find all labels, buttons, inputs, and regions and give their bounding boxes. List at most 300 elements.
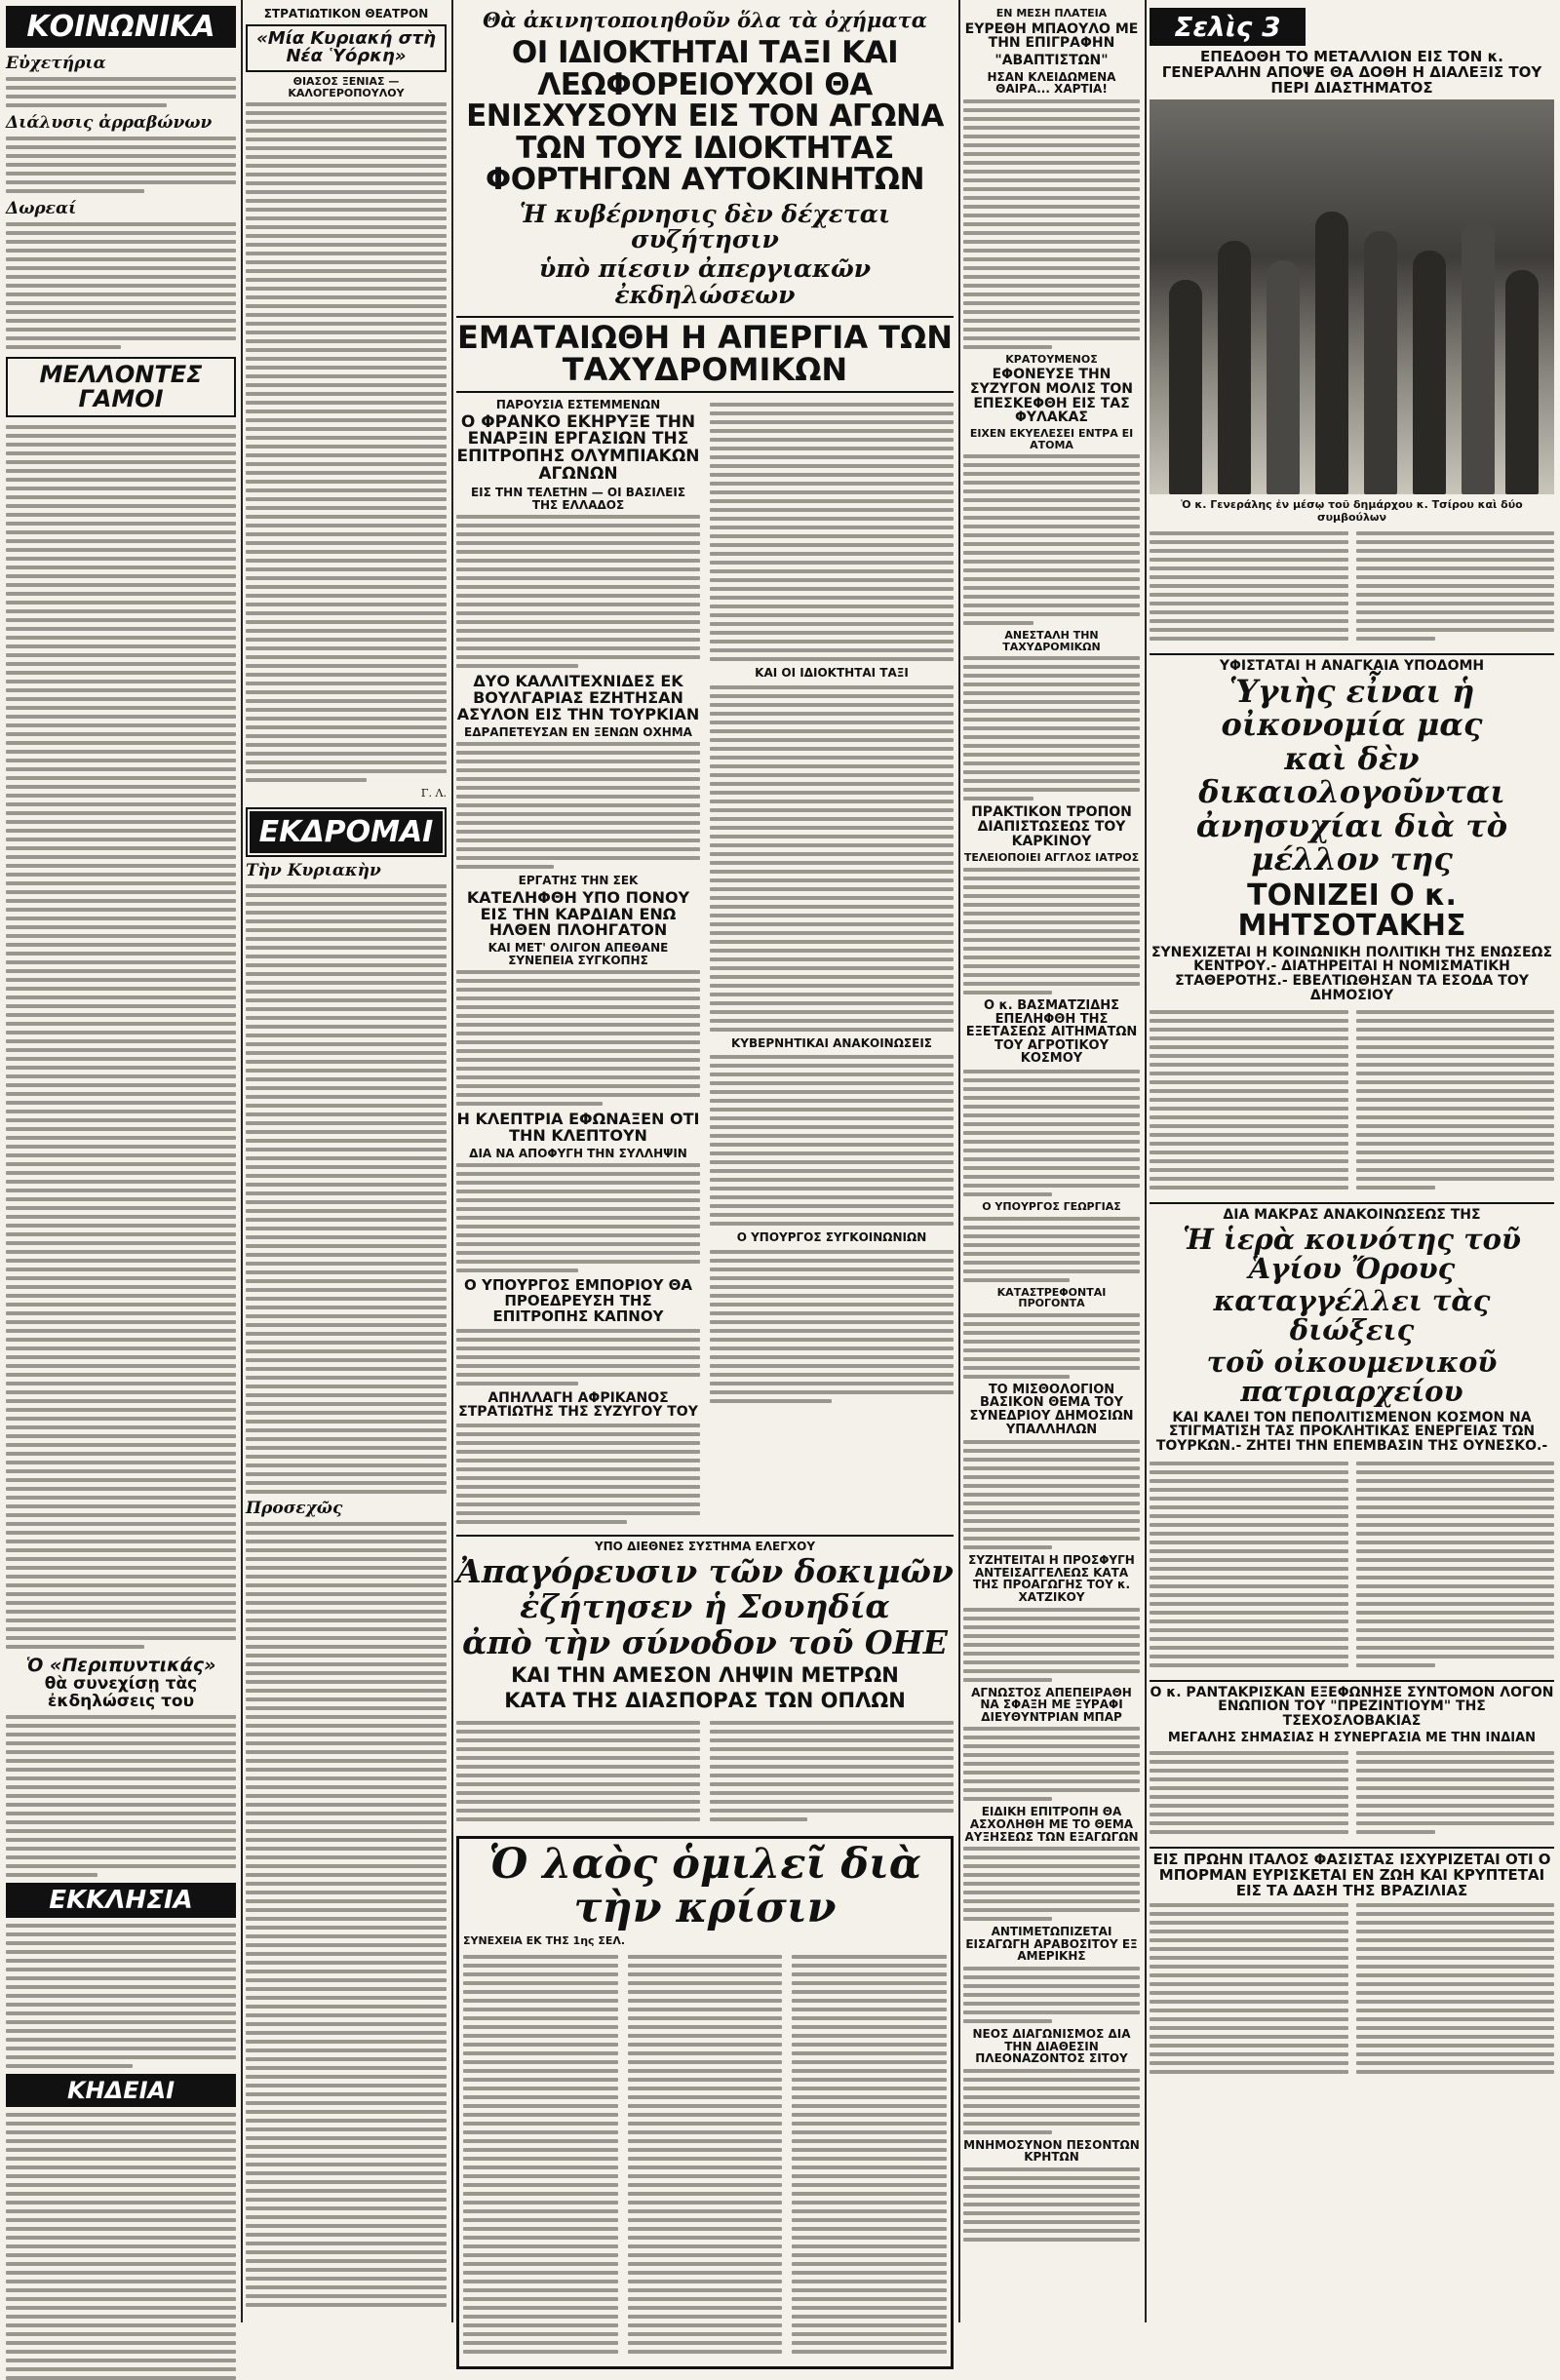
body-text-line [1356,1514,1555,1518]
article-headline: ΚΑΤΕΛΗΦΘΗ ΥΠΟ ΠΟΝΟΥ ΕΙΣ ΤΗΝ ΚΑΡΔΙΑΝ ΕΝΩ ΗΛΘΕΝ ΠΛΟΗΓΑΤΟΝ [466,887,690,940]
body-text-line [456,1373,700,1377]
body-text-line [6,960,236,964]
body-text-line [6,137,236,140]
body-text-line [246,1680,447,1684]
body-text-line [463,2183,618,2187]
body-text-line [963,1660,1140,1664]
body-text-line [963,2176,1140,2180]
body-text-line [963,257,1140,261]
body-text-line [456,1502,700,1506]
perintixakos-subtitle: θὰ συνεχίσῃ τὰς ἐκδηλώσεις του [44,1674,198,1712]
body-text-line [710,1055,954,1059]
body-text-line [246,1583,447,1587]
body-text-line [456,1172,700,1176]
body-text-line [6,1592,236,1596]
body-text-line [6,1932,236,1936]
body-text-line [6,2218,236,2222]
body-text-line [246,2110,447,2114]
body-text-line [710,1276,954,1280]
body-text-line [6,1364,236,1368]
body-text-line [628,2060,783,2064]
body-text-line [963,507,1140,511]
body-text-line [963,266,1140,270]
body-text-line [710,552,954,556]
article-headline: Ο ΦΡΑΝΚΟ ΕΚΗΡΥΞΕ ΤΗΝ ΕΝΑΡΞΙΝ ΕΡΓΑΣΙΩΝ ΤΗΣ ΕΠΙΤΡΟΠΗΣ ΟΛΥΜΠΙΑΚΩΝ ΑΓΩΝΩΝ [456,411,700,485]
body-text-line [246,190,447,194]
body-text-line [1150,2017,1348,2021]
body-text-line [710,1116,954,1120]
body-text-line [963,231,1140,235]
body-text-line [6,180,236,184]
body-text-line [963,1643,1140,1647]
body-text-line [6,2165,236,2169]
ekklisia-banner: ΕΚΚΛΗΣΙΑ [6,1883,236,1918]
body-text-line [963,1252,1140,1256]
body-text-line [1150,1611,1348,1615]
body-text-line [792,2174,947,2178]
body-text-line [963,1278,1070,1282]
body-text-line [1150,1488,1348,1492]
body-text-line [246,1411,447,1415]
body-text-line [6,1724,236,1728]
ceremony-photo [1150,99,1554,494]
body-text-line [710,1774,954,1777]
body-text-line [456,760,700,763]
column-theatre-excursions [246,0,447,2322]
body-text-line [246,462,447,466]
body-text-line [792,2262,947,2266]
body-text-line [246,1060,447,1064]
article-subhead: ΚΑΙ ΜΕΤ' ΟΛΙΓΟΝ ΑΠΕΘΑΝΕ ΣΥΝΕΠΕΙΑ ΣΥΓΚΟΠΗΣ [488,941,669,967]
body-text-line [246,1428,447,1432]
body-text-line [463,2209,618,2213]
body-text-line [246,1306,447,1309]
column-rule [958,0,960,2322]
body-text-line [1356,1965,1555,1969]
body-text-line [246,690,447,694]
body-text-line [246,1662,447,1666]
body-text-line [246,524,447,527]
body-text-line [6,864,236,868]
body-text-line [628,2297,783,2301]
sweden-subhead: ΚΑΙ ΤΗΝ ΑΜΕΣΟΝ ΛΗΨΙΝ ΜΕΤΡΩΝ [511,1662,899,1687]
body-text-line [963,99,1140,103]
body-text-line [710,1134,954,1138]
body-text-line [710,1303,954,1307]
body-text-line [963,2203,1140,2206]
body-text-line [1150,1124,1348,1128]
body-text-line [628,2008,783,2011]
body-text-line [792,2165,947,2169]
body-text-line [246,348,447,352]
body-text-line [6,1294,236,1298]
body-text-line [1356,1619,1555,1623]
body-text-line [1356,1584,1555,1588]
body-text-line [710,429,954,433]
body-text-line [1356,1151,1555,1154]
body-text-line [246,1970,447,1973]
body-text-line [1356,1769,1555,1773]
body-text-line [1150,1470,1348,1474]
body-text-line [463,2244,618,2248]
body-text-line [246,1077,447,1081]
body-text-line [246,1926,447,1930]
body-text-line [963,170,1140,174]
body-text-line [1150,1628,1348,1632]
body-text-line [463,2025,618,2029]
body-text-line [792,2227,947,2231]
body-text-line [246,1156,447,1160]
body-text-line [628,2034,783,2038]
body-text-line [710,747,954,751]
body-text-line [456,1032,700,1035]
body-text-line [456,1765,700,1769]
column-rule [1145,0,1147,2322]
body-text-line [1150,566,1348,570]
body-text-line [628,1999,783,2003]
body-text-line [6,2055,236,2059]
body-text-line [246,1540,447,1543]
article-headline: ΔΥΟ ΚΑΛΛΙΤΕΧΝΙΔΕΣ ΕΚ ΒΟΥΛΓΑΡΙΑΣ ΕΖΗΤΗΣΑΝ ΑΣΥΛΟΝ ΕΙΣ ΤΗΝ ΤΟΥΡΚΙΑΝ [456,672,700,723]
body-text-line [1356,1186,1435,1190]
body-text-line [456,1364,700,1368]
body-text-line [963,2069,1140,2073]
body-text-line [456,996,700,1000]
body-text-line [1150,602,1348,605]
body-text-line [6,1610,236,1614]
body-text-line [246,725,447,729]
body-text-line [1356,1159,1555,1163]
body-text-line [6,328,236,332]
body-text-line [456,751,700,755]
body-text-line [246,1776,447,1780]
body-text-line [6,2367,236,2371]
body-text-line [963,1753,1140,1757]
body-text-line [246,1332,447,1336]
body-text-line [1356,1760,1555,1764]
body-text-line [456,1721,700,1725]
body-text-line [246,655,447,659]
body-text-line [963,1762,1140,1766]
body-text-line [792,2288,947,2292]
body-text-line [1150,1505,1348,1509]
body-text-line [792,2148,947,2152]
body-text-line [463,2051,618,2055]
body-text-line [6,478,236,482]
body-text-line [6,1022,236,1026]
body-text-line [628,2078,783,2082]
body-text-line [456,1040,700,1044]
laos-continuation: ΣΥΝΕΧΕΙΑ ΕΚ ΤΗΣ 1ης ΣΕΛ. [463,1933,626,1947]
body-text-line [6,2139,236,2143]
body-text-line [6,2244,236,2248]
body-text-line [1150,1054,1348,1058]
article-kicker: ΚΥΒΕΡΝΗΤΙΚΑΙ ΑΝΑΚΟΙΝΩΣΕΙΣ [731,1035,932,1050]
body-text-line [456,532,700,536]
body-text-line [246,497,447,501]
body-text-line [710,1329,954,1333]
body-text-line [963,542,1140,546]
body-text-line [456,1084,700,1088]
body-text-line [710,1800,954,1804]
body-text-line [246,1627,447,1631]
body-text-line [963,735,1140,739]
body-text-line [246,1987,447,1991]
body-text-line [246,2031,447,2035]
body-text-line [1150,1532,1348,1536]
body-text-line [456,1233,700,1237]
body-text-line [792,2069,947,2073]
body-text-line [628,2201,783,2204]
body-text-line [246,532,447,536]
body-text-line [963,1458,1140,1462]
body-text-line [963,1149,1140,1152]
body-text-line [963,691,1140,695]
body-text-line [963,770,1140,774]
body-text-line [246,1548,447,1552]
body-text-line [246,1279,447,1283]
body-text-line [6,2288,236,2292]
body-text-line [246,1385,447,1388]
body-text-line [710,1028,954,1032]
body-text-line [246,734,447,738]
body-text-line [246,488,447,492]
body-text-line [6,1820,236,1824]
body-text-line [963,2167,1140,2171]
body-text-line [963,1234,1140,1238]
body-text-line [246,919,447,923]
body-text-line [456,1782,700,1786]
body-text-line [6,1504,236,1508]
body-text-line [1356,1497,1555,1501]
body-text-line [6,881,236,885]
body-text-line [6,1959,236,1963]
body-text-line [6,1241,236,1245]
body-text-line [6,2297,236,2301]
body-text-line [963,1967,1140,1970]
body-text-line [6,1162,236,1166]
body-text-line [1356,1921,1555,1925]
body-text-line [6,644,236,648]
body-text-line [246,410,447,413]
body-text-line [710,473,954,477]
body-text-line [1356,1124,1555,1128]
body-text-line [963,912,1140,916]
body-text-line [710,1364,954,1368]
body-text-line [1150,1965,1348,1969]
body-text-line [456,585,700,589]
body-text-line [963,1908,1140,1912]
body-text-line [628,1955,783,1959]
article-kicker: ΥΦΙΣΤΑΤΑΙ Η ΑΝΑΓΚΑΙΑ ΥΠΟΔΟΜΗ [1150,653,1554,674]
body-text-line [246,2189,447,2193]
body-text-line [1150,1019,1348,1023]
body-text-line [1150,1142,1348,1146]
body-text-line [1150,1168,1348,1172]
body-text-line [710,896,954,900]
body-text-line [6,1013,236,1017]
body-text-line [6,653,236,657]
body-text-line [710,490,954,494]
photo-figure [1169,280,1202,494]
body-text-line [246,1803,447,1807]
body-text-line [710,966,954,970]
body-text-line [963,328,1140,332]
body-text-line [246,1671,447,1675]
body-text-line [246,111,447,115]
body-text-line [1150,1497,1348,1501]
body-text-line [792,2122,947,2126]
body-text-line [463,2060,618,2064]
body-text-line [963,726,1140,730]
body-text-line [6,154,236,158]
body-text-line [1150,2044,1348,2048]
body-text-line [963,797,1034,800]
body-text-line [246,1191,447,1195]
body-text-line [1150,1089,1348,1093]
article-subhead: ΜΕΓΑΛΗΣ ΣΗΜΑΣΙΑΣ Η ΣΥΝΕΡΓΑΣΙΑ ΜΕ ΤΗΝ ΙΝΔΙΑΝ [1167,1730,1537,1745]
body-text-line [792,2157,947,2161]
body-text-line [456,768,700,772]
theatre-signature: Γ. Λ. [420,787,447,800]
kideiai-banner: ΚΗΔΕΙΑΙ [6,2074,236,2107]
body-text-line [1150,1593,1348,1597]
section-heading: Διάλυσις ἀρραβώνων [6,113,213,133]
body-text-line [792,2113,947,2117]
laos-box [456,1836,954,2369]
body-text-line [6,2047,236,2050]
body-text-line [710,922,954,926]
body-text-line [963,1847,1140,1851]
body-text-line [1356,1973,1555,1977]
body-text-line [1356,1549,1555,1553]
article-headline: ΕΦΟΝΕΥΣΕ ΤΗΝ ΣΥΖΥΓΟΝ ΜΟΛΙΣ ΤΟΝ ΕΠΕΣΚΕΦΘΗ ΕΙΣ ΤΑΣ ΦΥΛΑΚΑΣ [970,367,1133,426]
body-text-line [246,2154,447,2158]
body-text-line [963,982,1140,986]
body-text-line [246,1882,447,1886]
body-text-line [463,2280,618,2283]
body-text-line [246,2215,447,2219]
body-text-line [1356,1593,1555,1597]
photo-figure [1364,231,1397,494]
body-text-line [246,1148,447,1151]
body-text-line [6,2280,236,2283]
body-text-line [1356,593,1555,597]
body-text-line [963,2087,1140,2090]
body-text-line [246,331,447,334]
body-text-line [463,2034,618,2038]
body-text-line [710,1756,954,1760]
body-text-line [1356,1479,1555,1483]
body-text-line [246,1636,447,1640]
center-subcolumn-left [456,399,700,1529]
article-subhead: ΤΕΛΕΙΟΠΟΙΕΙ ΑΓΓΛΟΣ ΙΑΤΡΟΣ [963,851,1140,865]
body-text-line [6,1759,236,1763]
body-text-line [628,2043,783,2047]
body-text-line [6,1950,236,1954]
body-text-line [456,611,700,615]
body-text-line [1150,1956,1348,1960]
article-headline: ΕΠΕΔΟΘΗ ΤΟ ΜΕΤΑΛΛΙΟΝ ΕΙΣ ΤΟΝ κ. ΓΕΝΕΡΑΛΗΝ ΑΠΟΨΕ ΘΑ ΔΟΘΗ Η ΔΙΑΛΕΞΙΣ ΤΟΥ ΠΕΡΙ ΔΙΑΣΤΗΜΑΤΟΣ [1161,48,1542,97]
sweden-subhead: ΚΑΤΑ ΤΗΣ ΔΙΑΣΠΟΡΑΣ ΤΩΝ ΟΠΛΩΝ [504,1688,906,1712]
body-text-line [963,1891,1140,1894]
body-text-line [1150,1813,1348,1816]
body-text-line [6,583,236,587]
body-text-line [6,899,236,903]
body-text-line [463,2078,618,2082]
body-text-line [710,508,954,512]
body-text-line [710,1311,954,1315]
body-text-line [1150,584,1348,588]
body-text-line [246,981,447,985]
body-text-line [246,1531,447,1535]
body-text-line [246,946,447,950]
body-text-line [246,515,447,519]
body-text-line [1356,1080,1555,1084]
article-subhead: ΕΙΣ ΤΗΝ ΤΕΛΕΤΗΝ — ΟΙ ΒΑΣΙΛΕΙΣ ΤΗΣ ΕΛΛΑΔΟΣ [470,485,686,512]
body-text-line [963,577,1140,581]
body-text-line [628,2332,783,2336]
lead-subhead: ὑπὸ πίεσιν ἀπεργιακῶν ἐκδηλώσεων [538,254,872,309]
body-text-line [456,594,700,598]
sweden-headline: ἐζήτησεν ἡ Σουηδία [520,1587,890,1626]
body-text-line [6,715,236,719]
body-text-line [246,1522,447,1526]
body-text-line [1150,549,1348,553]
body-text-line [456,865,554,869]
column-right [1150,0,1554,2322]
body-text-line [6,1548,236,1552]
body-text-line [246,102,447,106]
body-text-line [963,1331,1140,1335]
body-text-line [6,1583,236,1587]
body-text-line [1356,1010,1555,1014]
body-text-line [246,2224,447,2228]
body-text-line [963,143,1140,147]
body-text-line [710,1222,954,1226]
body-text-line [246,120,447,124]
body-text-line [246,2013,447,2017]
body-text-line [628,2174,783,2178]
body-text-line [6,2359,236,2362]
body-text-line [710,587,954,591]
body-text-line [963,1078,1140,1082]
body-text-line [1356,1019,1555,1023]
body-text-line [6,1268,236,1271]
body-text-line [1150,2026,1348,2030]
body-text-line [456,1520,627,1524]
body-text-line [963,2002,1140,2006]
body-text-line [710,499,954,503]
body-text-line [6,1311,236,1315]
body-text-line [6,1873,98,1877]
body-text-line [6,750,236,754]
body-text-line [6,1110,236,1113]
body-text-line [710,1250,954,1254]
body-text-line [6,257,236,261]
body-text-line [246,2101,447,2105]
body-text-line [456,1747,700,1751]
body-text-line [963,2220,1140,2224]
body-text-line [963,595,1140,599]
body-text-line [456,979,700,983]
body-text-line [6,917,236,920]
body-text-line [6,1136,236,1140]
section-heading: Εὐχετήρια [6,54,106,73]
body-text-line [963,920,1140,924]
body-text-line [6,1206,236,1210]
body-text-line [246,1121,447,1125]
